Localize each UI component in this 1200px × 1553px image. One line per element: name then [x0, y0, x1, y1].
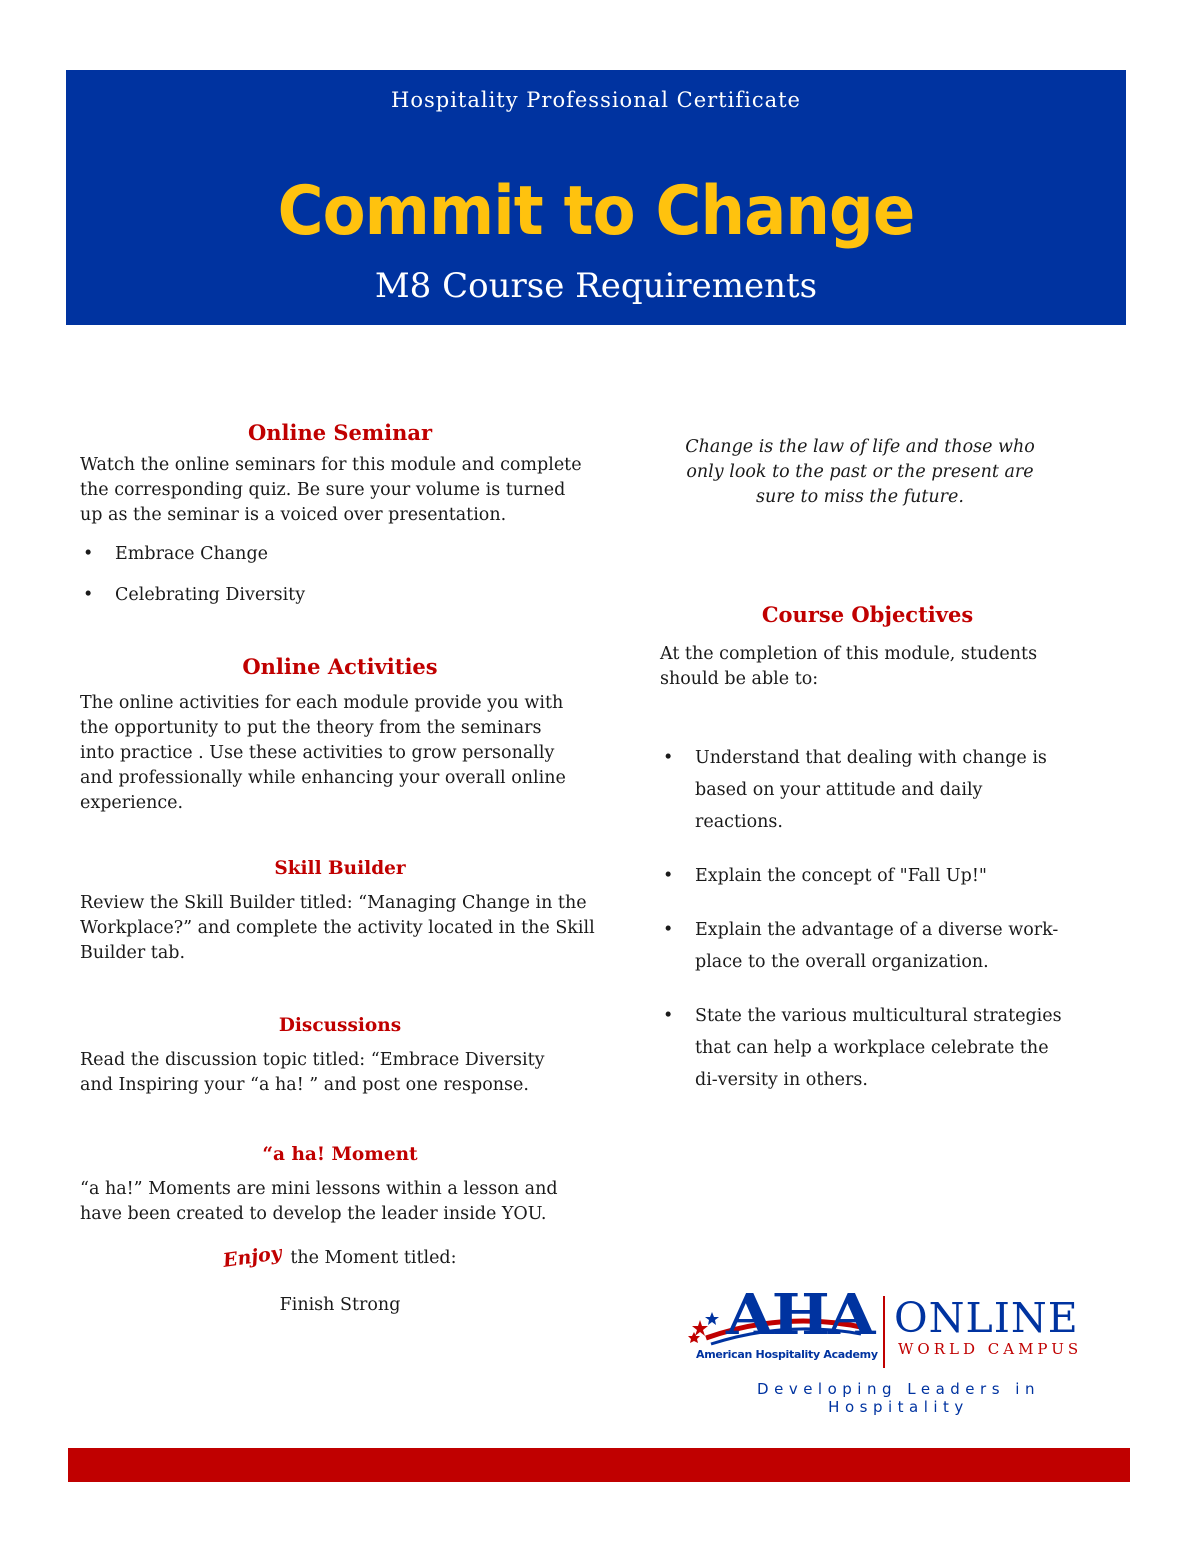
- world-campus-logo-text: WORLD CAMPUS: [898, 1340, 1083, 1358]
- tagline: Developing Leaders in Hospitality: [757, 1380, 1040, 1416]
- discussions-text: Read the discussion topic titled: “Embrace Diversity and Inspiring your “a ha! ” and post one response.: [80, 1050, 545, 1095]
- seminar-list: [80, 542, 600, 608]
- quote-line: only look to the past or the present are: [686, 462, 1034, 482]
- course-objectives-intro: At the completion of this module, students should be able to:: [660, 644, 1038, 689]
- course-objectives-heading: Course Objectives: [761, 602, 974, 627]
- course-requirements-heading: M8 Course Requirements: [374, 266, 818, 306]
- enjoy-script: Enjoy: [222, 1242, 284, 1272]
- moment-name: Finish Strong: [279, 1295, 401, 1315]
- logo-divider: [883, 1296, 885, 1368]
- online-logo-text: ONLINE: [894, 1294, 1079, 1342]
- list-item: • State the various multicultural strategies that can help a workplace celebrate the di-versity in others.: [660, 1000, 1070, 1096]
- change-quote: [660, 435, 1060, 510]
- footer-bar: [68, 1448, 1130, 1482]
- online-seminar-heading: Online Seminar: [247, 420, 433, 445]
- list-item: • Understand that dealing with change is based on your attitude and daily reactions.: [660, 742, 1070, 838]
- page-title: Commit to Change: [277, 172, 915, 251]
- skill-builder-text: Review the Skill Builder titled: “Managing Change in the Workplace?” and complete the activity located in the Skill Builder tab.: [80, 893, 595, 963]
- enjoy-line: [80, 1242, 600, 1272]
- right-column: [660, 435, 1080, 1096]
- left-column: [80, 420, 600, 1318]
- list-item: • Celebrating Diversity: [80, 583, 600, 608]
- skill-builder-heading: Skill Builder: [274, 858, 406, 879]
- aha-moment-text: “a ha!” Moments are mini lessons within a lesson and have been created to develop the leader inside YOU.: [80, 1179, 558, 1224]
- certificate-subtitle: Hospitality Professional Certificate: [391, 88, 801, 112]
- list-item: • Embrace Change: [80, 542, 600, 567]
- moment-titled-label: the Moment titled:: [290, 1248, 457, 1268]
- objectives-list: [660, 742, 1070, 1096]
- online-seminar-text: Watch the online seminars for this module and complete the corresponding quiz. Be sure your volume is turned up as the seminar is a voiced over presentation.: [80, 455, 582, 525]
- aha-logo-text: AHA: [726, 1282, 874, 1348]
- quote-line: sure to miss the future.: [756, 487, 964, 507]
- aha-moment-heading: “a ha! Moment: [262, 1144, 418, 1165]
- aha-online-world-campus-logo: [686, 1282, 1111, 1416]
- list-item: • Explain the concept of "Fall Up!": [660, 860, 1070, 892]
- american-hospitality-academy-label: American Hospitality Academy: [696, 1348, 878, 1361]
- discussions-heading: Discussions: [278, 1015, 402, 1036]
- online-activities-text: The online activities for each module provide you with the opportunity to put the theory from the seminars into practice . Use these activities to grow personally and professionally while enhancing your overall online experience.: [80, 693, 566, 813]
- header-banner: [66, 70, 1126, 325]
- online-activities-heading: Online Activities: [242, 654, 438, 679]
- quote-line: Change is the law of life and those who: [685, 437, 1035, 457]
- list-item: • Explain the advantage of a diverse work-place to the overall organization.: [660, 914, 1070, 978]
